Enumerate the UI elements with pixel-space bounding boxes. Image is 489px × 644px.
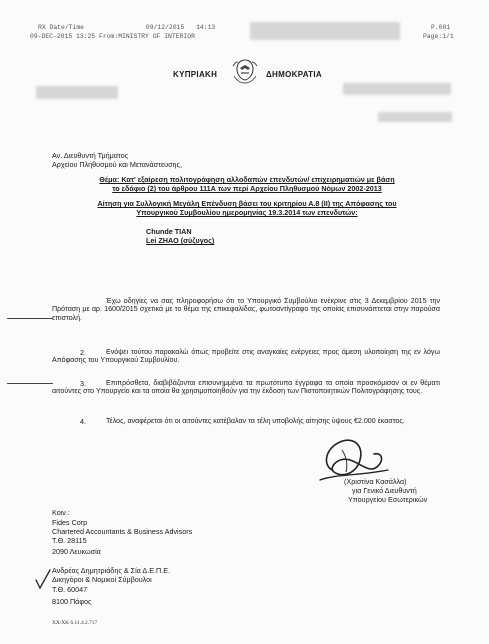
fax-rx-label: RX Date/Time: [38, 24, 85, 31]
margin-mark-2: [7, 383, 53, 384]
paragraph-2-number: 2.: [80, 348, 86, 357]
paragraph-1: Έχω οδηγίες να σας πληροφορήσω ότι το Υπουργικό Συμβούλιο ενέκρινε στις 3 Δεκεμβρίου 2015 την Πρόταση με αρ. 1600/2015 σχετικά με το θέμα της επικεφαλίδας, φωτοαντίγραφο της οποίας επισυνάπτεται στην παρούσα επιστολή.: [52, 297, 440, 322]
redacted-right-block-2: [378, 112, 452, 122]
subject-line4: Υπουργικού Συμβουλίου ημερομηνίας 19.3.2014 των επενδυτών:: [136, 208, 358, 217]
paragraph-4-number: 4.: [80, 417, 86, 426]
cc-block1-line2: Chartered Accountants & Business Advisors: [52, 527, 193, 536]
coat-of-arms-icon: [228, 54, 262, 84]
fax-rx-time: 14:13: [196, 24, 216, 31]
signatory-title-1: για Γενικό Διευθυντή: [352, 486, 417, 495]
applicant-name-1: Chunde TIAN: [146, 227, 192, 236]
paragraph-2: Ενόψει τούτου παρακαλώ όπως προβείτε στις αναγκαίες ενέργειες προς άμεση υλοποίηση της εν λόγω Απόφασης του Υπουργικού Συμβουλίου.: [52, 348, 440, 365]
fax-header-line1: [38, 24, 215, 31]
applicant-name-2: Lei ZHAO (σύζυγος): [146, 236, 215, 245]
fax-page-number: P.001: [431, 24, 451, 31]
check-mark-icon: [34, 568, 52, 590]
fax-page-count: Page:1/1: [423, 33, 454, 40]
signatory-title-2: Υπουργείου Εσωτερικών: [348, 495, 428, 504]
redacted-left-block: [36, 86, 118, 99]
redacted-fax-info: [250, 22, 400, 40]
cc-block2-line2: Δικηγόροι & Νομικοί Σύμβουλοι: [52, 575, 152, 584]
subject-line1: Θέμα: Κατ' εξαίρεση πολιτογράφηση αλλοδαπών επενδυτών/ επιχειρηματιών με βάση: [99, 175, 395, 184]
signatory-name: (Χριστίνα Κασάλλα): [344, 477, 407, 486]
cc-block2-line4: 8100 Πάφος: [52, 597, 92, 606]
margin-mark-1: [7, 318, 53, 319]
footer-reference-code: XX/XK 6.11.4.2.717: [52, 620, 98, 626]
paragraph-3: Επιπρόσθετα, διαβιβάζονται επισυνημμένα τα πρωτότυπα έγγραφα τα οποία προσκόμισαν οι εν θέματι αιτούντες στο Υπουργείο και τα οποία θα χρησιμοποιηθούν για την έκδοση των Πιστοποιητικών Πολιτογράφησης τους.: [52, 379, 440, 396]
recipient-line1: Αν. Διευθυντή Τμήματος: [52, 151, 129, 160]
fax-rx-date: 09/12/2015: [145, 24, 185, 31]
subject-line3: Αίτηση για Συλλογική Μεγάλη Επένδυση βάσει του κριτηρίου Α.8 (ΙΙ) της Απόφασης του: [97, 199, 397, 208]
cc-block2-line3: Τ.Θ. 60047: [52, 585, 88, 594]
letterhead-right: ΔΗΜΟΚΡΑΤΙΑ: [266, 70, 322, 79]
cc-label: Κοιν.:: [52, 508, 70, 517]
redacted-right-block-1: [343, 83, 451, 95]
cc-block1-line1: Fides Corp: [52, 518, 88, 527]
recipient-line2: Αρχείου Πληθυσμού και Μετανάστευσης,: [52, 160, 182, 169]
paragraph-4: Τέλος, αναφέρεται ότι οι αιτούντες κατέβαλαν τα τέλη υποβολής αίτησης ύψους €2.000 έκαστος.: [106, 417, 405, 425]
cc-block1-line3: Τ.Θ. 28115: [52, 536, 87, 545]
cc-block1-line4: 2090 Λευκωσία: [52, 547, 101, 556]
letterhead-left: ΚΥΠΡΙΑΚΗ: [173, 70, 218, 79]
fax-header-line2: 09-DEC-2015 13:25 From:MINISTRY OF INTERIOR: [30, 33, 195, 40]
cc-block2-line1: Ανδρέας Δημητριάδης & Σία Δ.Ε.Π.Ε.: [52, 566, 170, 575]
paragraph-3-number: 3.: [80, 379, 86, 388]
subject-line2: το εδάφιο (2) του άρθρου 111Α των περί Αρχείου Πληθυσμού Νόμων 2002-2013: [112, 184, 382, 193]
